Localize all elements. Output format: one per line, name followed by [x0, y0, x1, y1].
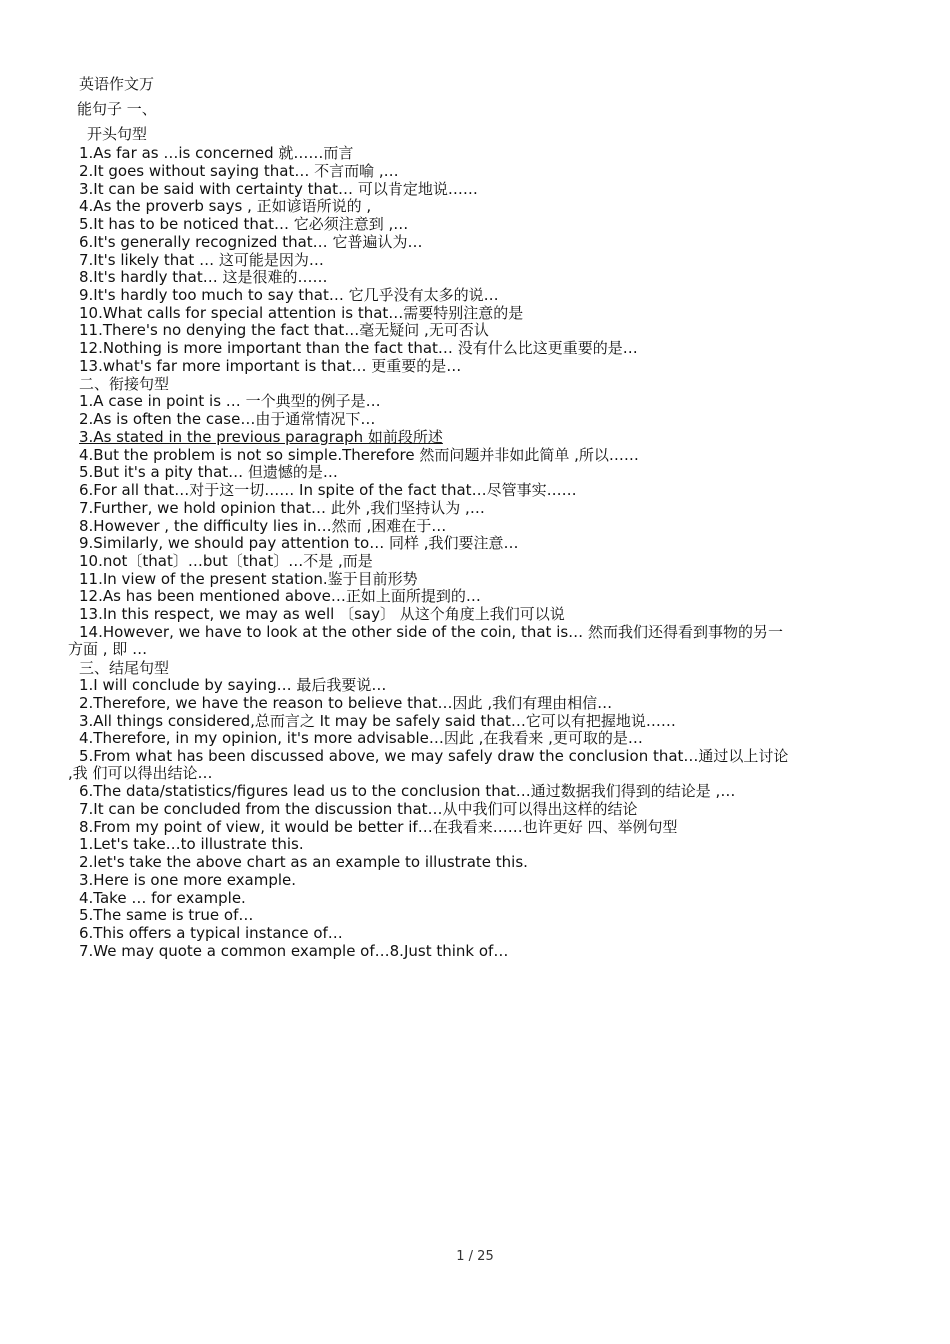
list-item: 9.Similarly, we should pay attention to… 同样 ,我们要注意… — [79, 534, 519, 552]
list-item: 3.Here is one more example. — [79, 871, 297, 889]
list-item: 7.Further, we hold opinion that… 此外 ,我们坚持认为 ,… — [79, 499, 485, 517]
list-item: 5.It has to be noticed that… 它必须注意到 ,… — [79, 215, 409, 233]
list-item: 12.As has been mentioned above…正如上面所提到的… — [79, 587, 481, 605]
list-item: 6.It's generally recognized that… 它普遍认为… — [79, 233, 423, 251]
list-item: 1.A case in point is … 一个典型的例子是… — [79, 392, 381, 410]
list-item: 1.I will conclude by saying… 最后我要说… — [79, 676, 387, 694]
list-item: 3.As stated in the previous paragraph 如前段所述 — [79, 428, 443, 446]
list-item: 6.For all that…对于这一切…… In spite of the fact that…尽管事实…… — [79, 481, 577, 499]
list-item: 11.There's no denying the fact that…毫无疑问 ,无可否认 — [79, 321, 489, 339]
list-item: 7.We may quote a common example of…8.Just think of… — [79, 942, 509, 960]
section-heading-opening: 开头句型 — [87, 125, 148, 143]
list-item: 2.Therefore, we have the reason to believe that…因此 ,我们有理由相信… — [79, 694, 613, 712]
list-item: 4.But the problem is not so simple.Therefore 然而问题并非如此简单 ,所以…… — [79, 446, 639, 464]
list-item: 4.As the proverb says , 正如谚语所说的 , — [79, 197, 372, 215]
list-item: 10.not〔that〕…but〔that〕…不是 ,而是 — [79, 552, 373, 570]
list-item: 14.However, we have to look at the other side of the coin, that is… 然而我们还得看到事物的另一 — [79, 623, 783, 641]
list-item: 8.It's hardly that… 这是很难的…… — [79, 268, 328, 286]
list-item: 3.All things considered,总而言之 It may be safely said that…它可以有把握地说…… — [79, 712, 676, 730]
title-line-2: 能句子 一、 — [77, 100, 157, 118]
list-item: 6.The data/statistics/figures lead us to the conclusion that…通过数据我们得到的结论是 ,… — [79, 782, 736, 800]
list-item: 12.Nothing is more important than the fact that… 没有什么比这更重要的是… — [79, 339, 638, 357]
list-item: 11.In view of the present station.鉴于目前形势 — [79, 570, 418, 588]
list-item: 5.The same is true of… — [79, 906, 254, 924]
title-line-1: 英语作文万 — [79, 75, 155, 93]
list-item: 2.As is often the case…由于通常情况下… — [79, 410, 376, 428]
list-item: 9.It's hardly too much to say that… 它几乎没有太多的说… — [79, 286, 499, 304]
list-item: 5.But it's a pity that… 但遗憾的是… — [79, 463, 338, 481]
list-item: 8.From my point of view, it would be better if…在我看来……也许更好 四、举例句型 — [79, 818, 678, 836]
list-item-continuation: ,我 们可以得出结论… — [68, 764, 213, 782]
list-item: 6.This offers a typical instance of… — [79, 924, 343, 942]
list-item: 5.From what has been discussed above, we may safely draw the conclusion that…通过以上讨论 — [79, 747, 789, 765]
section-heading-conclusion: 三、结尾句型 — [79, 659, 170, 677]
list-item: 4.Therefore, in my opinion, it's more advisable…因此 ,在我看来 ,更可取的是… — [79, 729, 643, 747]
list-item: 13.what's far more important is that… 更重要的是… — [79, 357, 462, 375]
list-item: 10.What calls for special attention is that…需要特别注意的是 — [79, 304, 524, 322]
list-item: 7.It can be concluded from the discussion that…从中我们可以得出这样的结论 — [79, 800, 638, 818]
list-item: 2.It goes without saying that… 不言而喻 ,… — [79, 162, 399, 180]
page-number: 1 / 25 — [456, 1249, 494, 1264]
list-item: 4.Take … for example. — [79, 889, 246, 907]
list-item: 8.However , the difficulty lies in…然而 ,困难在于… — [79, 517, 447, 535]
list-item: 1.Let's take…to illustrate this. — [79, 835, 304, 853]
list-item: 1.As far as …is concerned 就……而言 — [79, 144, 354, 162]
list-item-continuation: 方面 , 即 … — [68, 640, 148, 658]
list-item: 7.It's likely that … 这可能是因为… — [79, 251, 324, 269]
section-heading-transition: 二、衔接句型 — [79, 375, 170, 393]
list-item: 2.let's take the above chart as an example to illustrate this. — [79, 853, 528, 871]
list-item: 3.It can be said with certainty that… 可以肯定地说…… — [79, 180, 478, 198]
list-item: 13.In this respect, we may as well 〔say〕 从这个角度上我们可以说 — [79, 605, 565, 623]
